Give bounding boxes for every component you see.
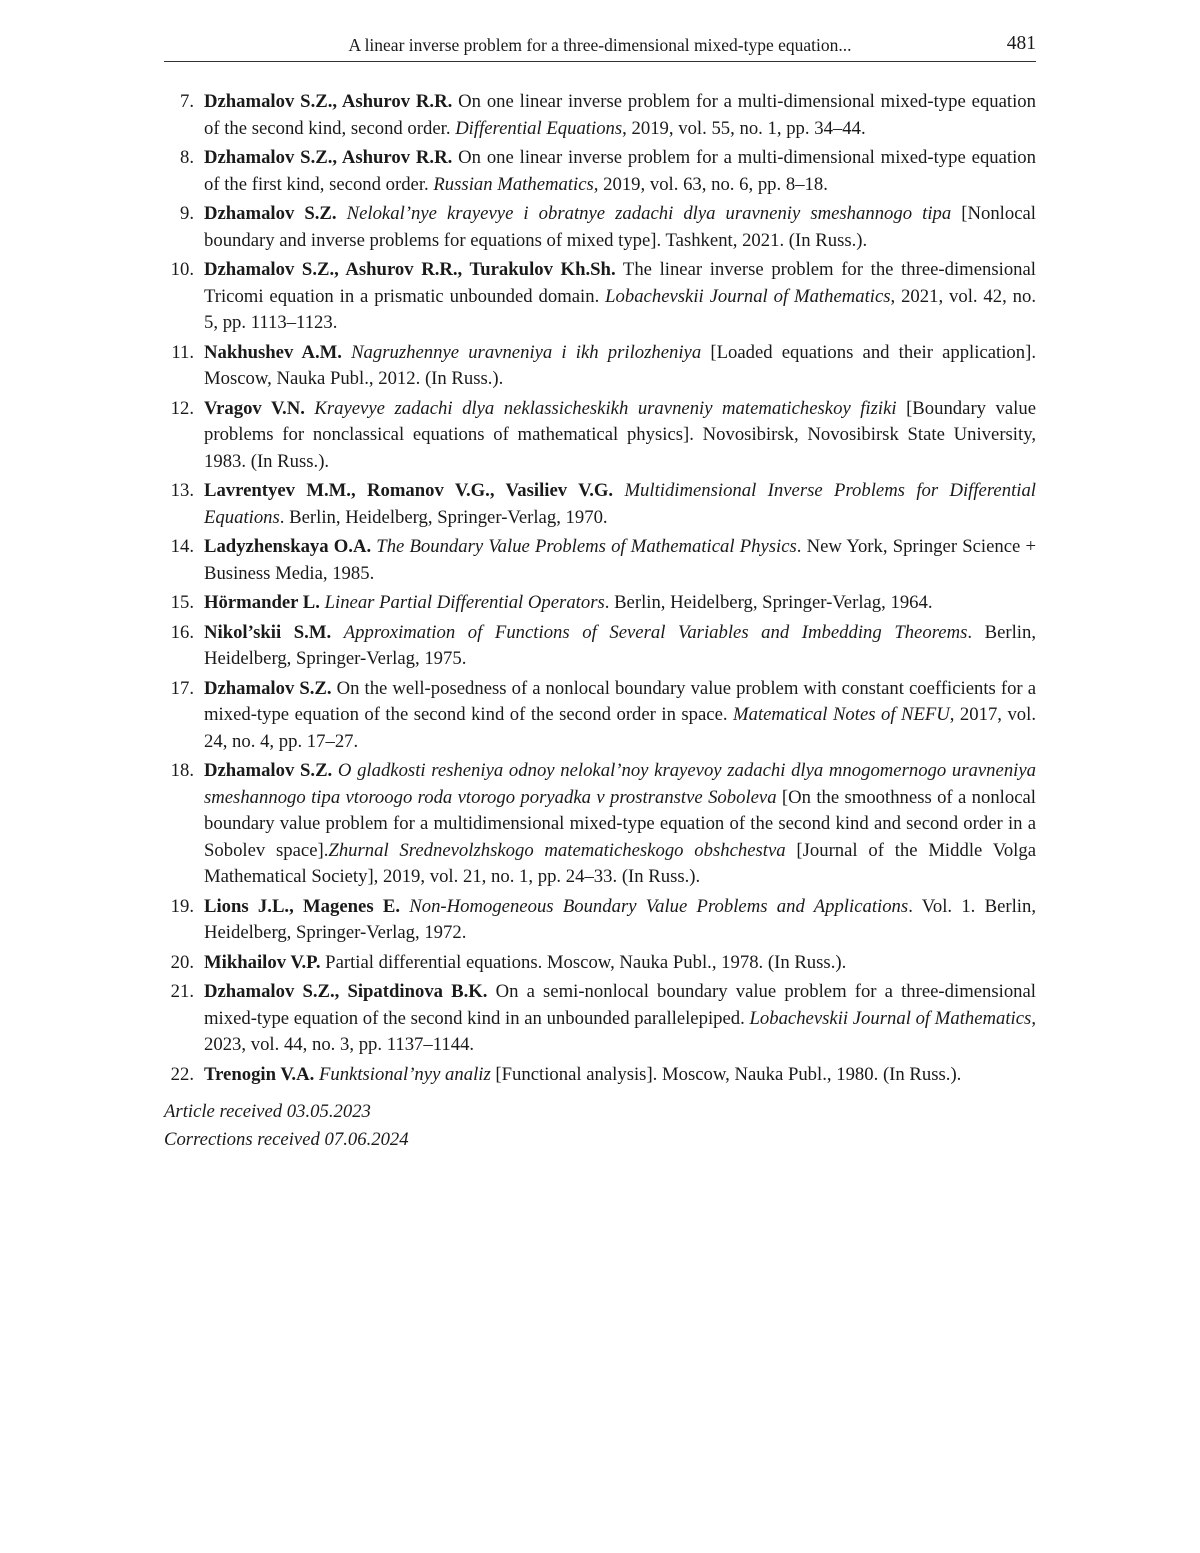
reference-source: Matematical Notes of NEFU <box>733 704 950 725</box>
reference-authors: Lions J.L., Magenes E. <box>204 896 400 917</box>
reference-authors: Hörmander L. <box>204 592 320 613</box>
reference-item <box>164 145 1036 198</box>
reference-source: Russian Mathematics <box>433 174 593 195</box>
reference-details: [Functional analysis]. Moscow, Nauka Publ., 1980. (In Russ.). <box>491 1064 962 1085</box>
reference-number: 16. <box>164 620 194 647</box>
reference-authors: Ladyzhenskaya O.A. <box>204 536 371 557</box>
reference-text: On one linear inverse problem for a multi-dimensional mixed-type equation of the first kind, second order. <box>204 147 1036 195</box>
reference-source: The Boundary Value Problems of Mathematical Physics <box>376 536 796 557</box>
reference-authors: Dzhamalov S.Z., Ashurov R.R. <box>204 147 452 168</box>
reference-source: Nagruzhennye uravneniya i ikh prilozheniya <box>351 342 701 363</box>
reference-authors: Vragov V.N. <box>204 398 305 419</box>
page <box>164 0 1036 1154</box>
page-number: 481 <box>1007 33 1036 55</box>
reference-authors: Dzhamalov S.Z., Ashurov R.R. <box>204 91 452 112</box>
running-title: A linear inverse problem for a three-dimensional mixed-type equation... <box>164 35 1036 56</box>
reference-source: Lobachevskii Journal of Mathematics <box>749 1008 1031 1029</box>
reference-item <box>164 620 1036 673</box>
reference-item <box>164 894 1036 947</box>
reference-item <box>164 534 1036 587</box>
reference-item <box>164 340 1036 393</box>
reference-item <box>164 201 1036 254</box>
reference-source: Linear Partial Differential Operators <box>325 592 605 613</box>
reference-details: , 2019, vol. 63, no. 6, pp. 8–18. <box>594 174 828 195</box>
reference-source: Funktsional’nyy analiz <box>319 1064 491 1085</box>
reference-number: 12. <box>164 396 194 423</box>
reference-text: The linear inverse problem for the three-dimensional Tricomi equation in a prismatic unbounded domain. <box>204 259 1036 307</box>
reference-authors: Dzhamalov S.Z. <box>204 760 332 781</box>
reference-item <box>164 396 1036 476</box>
reference-text: Partial differential equations. Moscow, Nauka Publ., 1978. (In Russ.). <box>325 952 846 973</box>
reference-authors: Trenogin V.A. <box>204 1064 314 1085</box>
reference-number: 22. <box>164 1062 194 1089</box>
reference-source: Non-Homogeneous Boundary Value Problems and Applications <box>409 896 908 917</box>
article-received: Article received 03.05.2023 <box>164 1098 1036 1126</box>
reference-number: 9. <box>164 201 194 228</box>
reference-number: 17. <box>164 676 194 703</box>
reference-source: Differential Equations <box>455 118 622 139</box>
reference-item <box>164 478 1036 531</box>
reference-item <box>164 758 1036 891</box>
reference-authors: Nikol’skii S.M. <box>204 622 331 643</box>
reference-number: 13. <box>164 478 194 505</box>
reference-authors: Dzhamalov S.Z. <box>204 678 332 699</box>
corrections-received: Corrections received 07.06.2024 <box>164 1126 1036 1154</box>
reference-authors: Mikhailov V.P. <box>204 952 321 973</box>
reference-item <box>164 676 1036 756</box>
reference-details: . Berlin, Heidelberg, Springer-Verlag, 1975. <box>204 622 1036 670</box>
reference-authors: Nakhushev A.M. <box>204 342 342 363</box>
reference-item <box>164 257 1036 337</box>
reference-source: Lobachevskii Journal of Mathematics <box>605 286 890 307</box>
reference-item <box>164 1062 1036 1089</box>
reference-number: 19. <box>164 894 194 921</box>
reference-number: 20. <box>164 950 194 977</box>
reference-item <box>164 590 1036 617</box>
reference-authors: Dzhamalov S.Z., Ashurov R.R., Turakulov Kh.Sh. <box>204 259 616 280</box>
reference-source: Approximation of Functions of Several Variables and Imbedding Theorems <box>344 622 968 643</box>
reference-details: , 2019, vol. 55, no. 1, pp. 34–44. <box>622 118 865 139</box>
reference-details: . Berlin, Heidelberg, Springer-Verlag, 1970. <box>280 507 608 528</box>
reference-authors: Dzhamalov S.Z. <box>204 203 337 224</box>
received-dates <box>164 1098 1036 1154</box>
reference-number: 8. <box>164 145 194 172</box>
reference-details: , 2021, vol. 42, no. 5, pp. 1113–1123. <box>204 286 1036 334</box>
reference-details: . Berlin, Heidelberg, Springer-Verlag, 1964. <box>605 592 933 613</box>
reference-text: On a semi-nonlocal boundary value problem for a three-dimensional mixed-type equation of the second kind in an unbounded parallelepiped. <box>204 981 1036 1029</box>
reference-authors: Dzhamalov S.Z., Sipatdinova B.K. <box>204 981 487 1002</box>
reference-source: Multidimensional Inverse Problems for Differential Equations <box>204 480 1036 528</box>
reference-item <box>164 950 1036 977</box>
reference-number: 15. <box>164 590 194 617</box>
reference-authors: Lavrentyev M.M., Romanov V.G., Vasiliev V.G. <box>204 480 613 501</box>
reference-number: 14. <box>164 534 194 561</box>
reference-text: On the well-posedness of a nonlocal boundary value problem with constant coefficients for a mixed-type equation of the second kind of the second order in space. <box>204 678 1036 726</box>
reference-source: O gladkosti resheniya odnoy nelokal’noy krayevoy zadachi dlya mnogomernogo uravneniya smeshannogo tipa vtoroogo roda vtorogo poryadka v prostranstve Soboleva <box>204 760 1036 808</box>
reference-number: 21. <box>164 979 194 1006</box>
reference-item <box>164 89 1036 142</box>
reference-number: 11. <box>164 340 194 367</box>
reference-details-2: [Journal of the Middle Volga Mathematical Society], 2019, vol. 21, no. 1, pp. 24–33. (In Russ.). <box>204 840 1036 888</box>
reference-source-2: Zhurnal Srednevolzhskogo matematicheskogo obshchestva <box>328 840 785 861</box>
reference-details: [Loaded equations and their application]. Moscow, Nauka Publ., 2012. (In Russ.). <box>204 342 1036 390</box>
reference-number: 7. <box>164 89 194 116</box>
reference-details: , 2017, vol. 24, no. 4, pp. 17–27. <box>204 704 1036 752</box>
reference-number: 18. <box>164 758 194 785</box>
reference-details: . New York, Springer Science + Business Media, 1985. <box>204 536 1036 584</box>
reference-text: On one linear inverse problem for a multi-dimensional mixed-type equation of the second kind, second order. <box>204 91 1036 139</box>
reference-item <box>164 979 1036 1059</box>
reference-number: 10. <box>164 257 194 284</box>
running-header <box>164 0 1036 62</box>
reference-details: . Vol. 1. Berlin, Heidelberg, Springer-Verlag, 1972. <box>204 896 1036 944</box>
reference-details: , 2023, vol. 44, no. 3, pp. 1137–1144. <box>204 1008 1036 1056</box>
reference-list <box>164 89 1036 1088</box>
reference-details: [Boundary value problems for nonclassical equations of mathematical physics]. Novosibirsk, Novosibirsk State University, 1983. (In Russ.). <box>204 398 1036 472</box>
reference-details: [Nonlocal boundary and inverse problems for equations of mixed type]. Tashkent, 2021. (In Russ.). <box>204 203 1036 251</box>
reference-details: [On the smoothness of a nonlocal boundary value problem for a multidimensional mixed-type equation of the second kind and second order in a Sobolev space]. <box>204 787 1036 861</box>
reference-source: Krayevye zadachi dlya neklassicheskikh uravneniy matematicheskoy fiziki <box>314 398 896 419</box>
reference-source: Nelokal’nye krayevye i obratnye zadachi dlya uravneniy smeshannogo tipa <box>347 203 952 224</box>
